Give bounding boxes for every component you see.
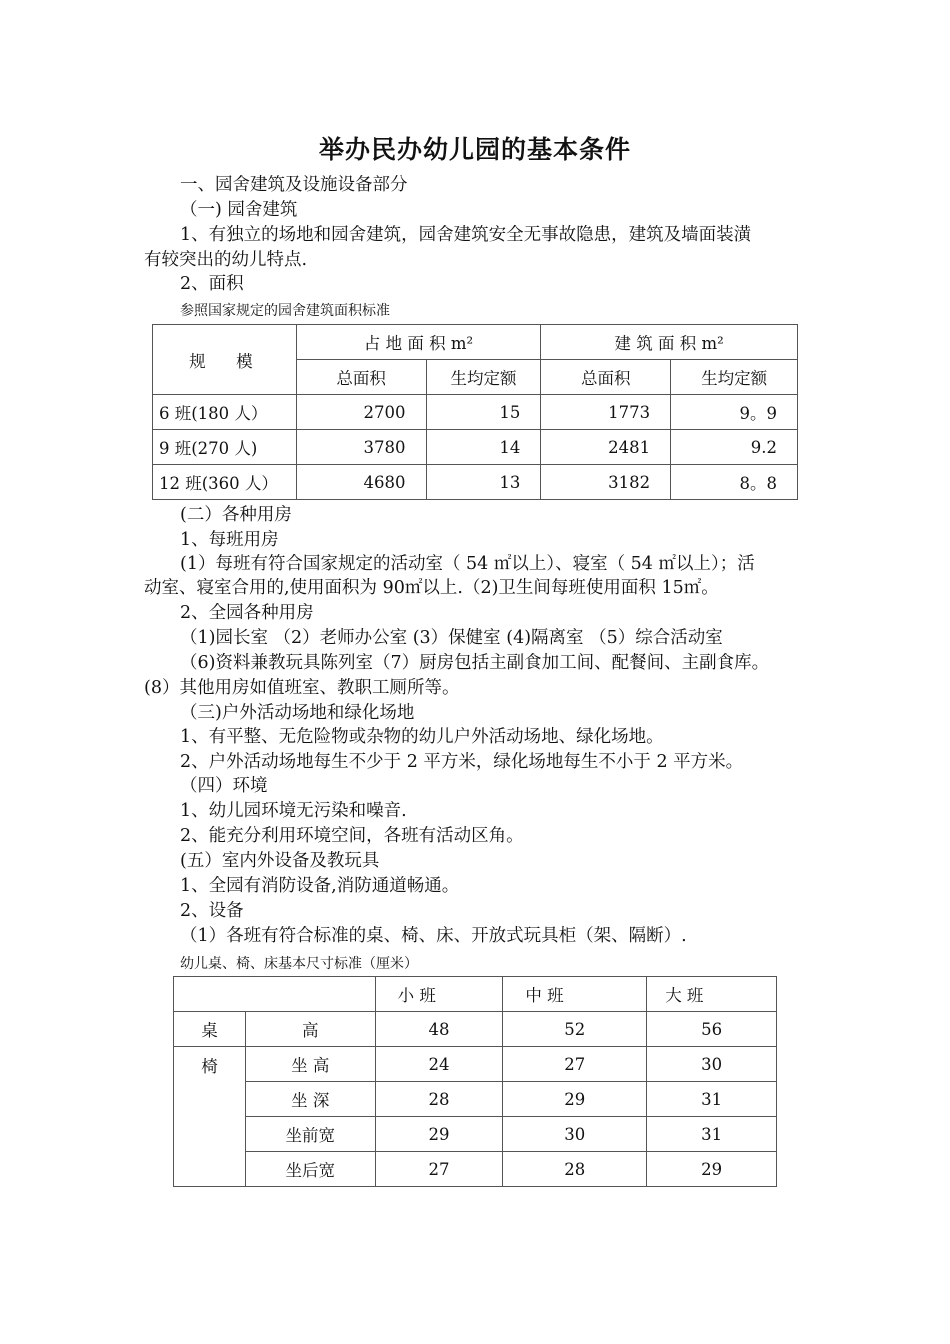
cell-value: 8。8 (671, 465, 798, 500)
cell-value: 48 (375, 1012, 503, 1047)
paragraph-line: (8）其他用房如值班室、教职工厕所等。 (144, 678, 460, 698)
furniture-size-table (173, 976, 777, 1187)
paragraph-line: 2、能充分利用环境空间，各班有活动区角。 (180, 826, 524, 846)
paragraph-line: 动室、寝室合用的,使用面积为 90㎡以上.（2)卫生间每班使用面积 15㎡。 (144, 578, 719, 598)
table2-caption: 幼儿桌、椅、床基本尺寸标准（厘米） (180, 956, 418, 972)
subsection-heading: （四）环境 (180, 776, 268, 796)
paragraph-line: (1）每班有符合国家规定的活动室（ 54 ㎡以上）、寝室（ 54 ㎡以上）；活 (180, 554, 755, 574)
table-row (174, 1152, 777, 1187)
cell-value: 30 (647, 1047, 777, 1082)
cell-value: 3182 (541, 465, 671, 500)
paragraph-line: （6)资料兼教玩具陈列室（7）厨房包括主副食加工间、配餐间、主副食库。 (180, 653, 770, 673)
row-item: 坐后宽 (245, 1152, 375, 1187)
row-label: 12 班(360 人） (153, 465, 297, 500)
group-label-chair: 椅 (174, 1047, 246, 1187)
row-item: 高 (245, 1012, 375, 1047)
cell-value: 31 (647, 1117, 777, 1152)
paragraph-line: 1、有独立的场地和园舍建筑，园舍建筑安全无事故隐患，建筑及墙面装潢 (180, 225, 752, 245)
subheader-total: 总面积 (541, 360, 671, 395)
cell-value: 13 (426, 465, 541, 500)
paragraph-line: 2、户外活动场地每生不少于 2 平方米，绿化场地每生不小于 2 平方米。 (180, 752, 744, 772)
row-item: 坐 深 (245, 1082, 375, 1117)
cell-value: 28 (375, 1082, 503, 1117)
paragraph-line: （1)园长室 （2）老师办公室 (3）保健室 (4)隔离室 （5）综合活动室 (180, 628, 723, 648)
row-label: 9 班(270 人) (153, 430, 297, 465)
cell-value: 4680 (296, 465, 426, 500)
building-area-table (152, 324, 798, 500)
paragraph-line: 2、设备 (180, 901, 244, 921)
cell-value: 9。9 (671, 395, 798, 430)
paragraph-line: 有较突出的幼儿特点. (144, 250, 308, 270)
cell-value: 2481 (541, 430, 671, 465)
subsection-heading: （三)户外活动场地和绿化场地 (180, 703, 415, 723)
header-small-class: 小 班 (375, 977, 503, 1012)
cell-value: 2700 (296, 395, 426, 430)
table-row (153, 395, 798, 430)
subsection-heading: (五）室内外设备及教玩具 (180, 851, 380, 871)
cell-value: 1773 (541, 395, 671, 430)
cell-value: 14 (426, 430, 541, 465)
cell-value: 24 (375, 1047, 503, 1082)
row-item: 坐前宽 (245, 1117, 375, 1152)
table-row (153, 465, 798, 500)
cell-value: 28 (503, 1152, 647, 1187)
row-label: 6 班(180 人） (153, 395, 297, 430)
table-row (174, 1012, 777, 1047)
subsection-heading: （一) 园舍建筑 (180, 200, 298, 220)
cell-value: 9.2 (671, 430, 798, 465)
cell-value: 15 (426, 395, 541, 430)
cell-value: 52 (503, 1012, 647, 1047)
cell-value: 3780 (296, 430, 426, 465)
header-building-area: 建 筑 面 积 m² (541, 325, 798, 360)
paragraph-line: （1）各班有符合标准的桌、椅、床、开放式玩具柜（架、隔断）. (180, 926, 687, 946)
page-title: 举办民办幼儿园的基本条件 (318, 135, 631, 164)
subheader-per-student: 生均定额 (671, 360, 798, 395)
paragraph-line: 2、面积 (180, 274, 244, 294)
cell-value: 29 (503, 1082, 647, 1117)
cell-value: 27 (375, 1152, 503, 1187)
subheader-per-student: 生均定额 (426, 360, 541, 395)
cell-value: 30 (503, 1117, 647, 1152)
cell-value: 29 (647, 1152, 777, 1187)
cell-value: 56 (647, 1012, 777, 1047)
paragraph-line: 1、有平整、无危险物或杂物的幼儿户外活动场地、绿化场地。 (180, 727, 664, 747)
header-land-area: 占 地 面 积 m² (296, 325, 541, 360)
paragraph-line: 1、幼儿园环境无污染和噪音. (180, 801, 407, 821)
cell-value: 29 (375, 1117, 503, 1152)
paragraph-line: 2、全园各种用房 (180, 603, 314, 623)
cell-value: 27 (503, 1047, 647, 1082)
row-item: 坐 高 (245, 1047, 375, 1082)
group-label-desk: 桌 (174, 1012, 246, 1047)
cell-value: 31 (647, 1082, 777, 1117)
header-scale: 规 模 (153, 325, 297, 395)
subheader-total: 总面积 (296, 360, 426, 395)
paragraph-line: 1、每班用房 (180, 530, 279, 550)
header-empty-cell (174, 977, 376, 1012)
table-row (174, 1082, 777, 1117)
section-heading: 一、园舍建筑及设施设备部分 (180, 175, 408, 195)
table-row (153, 430, 798, 465)
header-middle-class: 中 班 (503, 977, 647, 1012)
table1-caption: 参照国家规定的园舍建筑面积标准 (180, 303, 390, 319)
subsection-heading: (二）各种用房 (180, 505, 292, 525)
header-big-class: 大 班 (647, 977, 777, 1012)
table-row (174, 1047, 777, 1082)
paragraph-line: 1、全园有消防设备,消防通道畅通。 (180, 876, 460, 896)
table-row (174, 1117, 777, 1152)
